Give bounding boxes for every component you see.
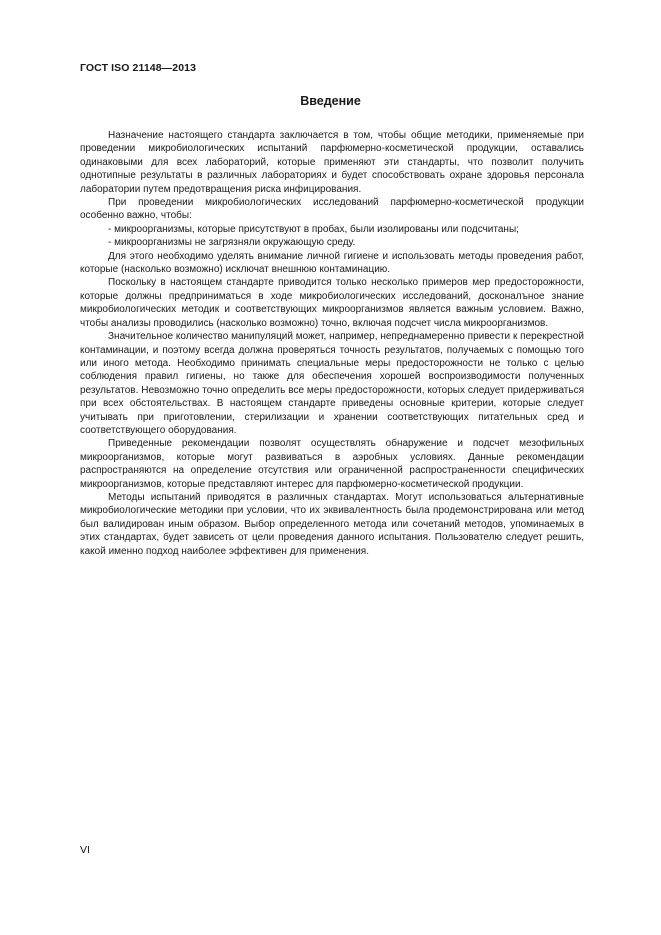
paragraph: Назначение настоящего стандарта заключается в том, чтобы общие методики, применяемые при проведении микробиологических испытаний парфюмерно-косметической продукции, оставались одинаковыми для всех лабораторий, которые применяют эти стандарты, что позволит получить однотипные результаты в различных лабораториях и будет способствовать охране здоровья персонала лаборатории путем предотвращения риска инфицирования. — [80, 130, 584, 195]
paragraph: Поскольку в настоящем стандарте приводится только несколько примеров мер предосторожности, которые должны предприниматься в ходе микробиологических исследований, досконалъное знание микробиологических методик и соответствующих микроорганизмов является важным условием. Важно, чтобы анализы проводились (насколько возможно) точно, включая подсчет числа микроорганизмов. — [80, 277, 584, 329]
paragraph: Приведенные рекомендации позволят осуществлять обнаружение и подсчет мезофильных микроорганизмов, которые могут развиваться в аэробных условиях. Данные рекомендации распространяются на определение отсутствия или ограниченной распространенности специфических микроорганизмов, которые представляют интерес для парфюмерно-косметической продукции. — [80, 438, 584, 490]
paragraph: Значительное количество манипуляций может, например, непреднамеренно привести к перекрестной контаминации, и поэтому всегда должна проверяться точность результатов, получаемых с помощью того или иного метода. Необходимо принимать специальные меры предосторожности не только с целью соблюдения правил гигиены, но также для обеспечения хорошей воспроизводимости полученных результатов. Невозможно точно определить все меры предосторожности, которых следует придерживаться при всех обстоятельствах. В настоящем стандарте приведены основные критерии, которые следует учитывать при приготовлении, стерилизации и хранении соответствующих питательных сред и соответствующего оборудования. — [80, 331, 584, 436]
paragraph: Методы испытаний приводятся в различных стандартах. Могут использоваться альтернативные микробиологические методики при условии, что их эквивалентность была продемонстрирована или метод был валидирован иным образом. Выбор определенного метода или сочетаний методов, упоминаемых в этих стандартах, будет зависеть от цели проведения данного испытания. Пользователю следует решить, какой именно подход наиболее эффективен для применения. — [80, 491, 584, 557]
list-item: - микроорганизмы, которые присутствуют в пробах, были изолированы или подсчитаны; — [108, 223, 519, 235]
paragraph: При проведении микробиологических исследований парфюмерно-косметической продукции особенно важно, чтобы: — [80, 197, 584, 222]
page-number: VI — [80, 844, 90, 856]
body-text — [80, 129, 584, 558]
document-code: ГОСТ ISO 21148—2013 — [80, 62, 197, 74]
list-item: - микроорганизмы не загрязняли окружающую среду. — [108, 237, 356, 249]
section-title: Введение — [300, 94, 361, 108]
paragraph: Для этого необходимо уделять внимание личной гигиене и использовать методы проведения работ, которые (насколько возможно) исключат внешнюю контаминацию. — [80, 250, 584, 276]
